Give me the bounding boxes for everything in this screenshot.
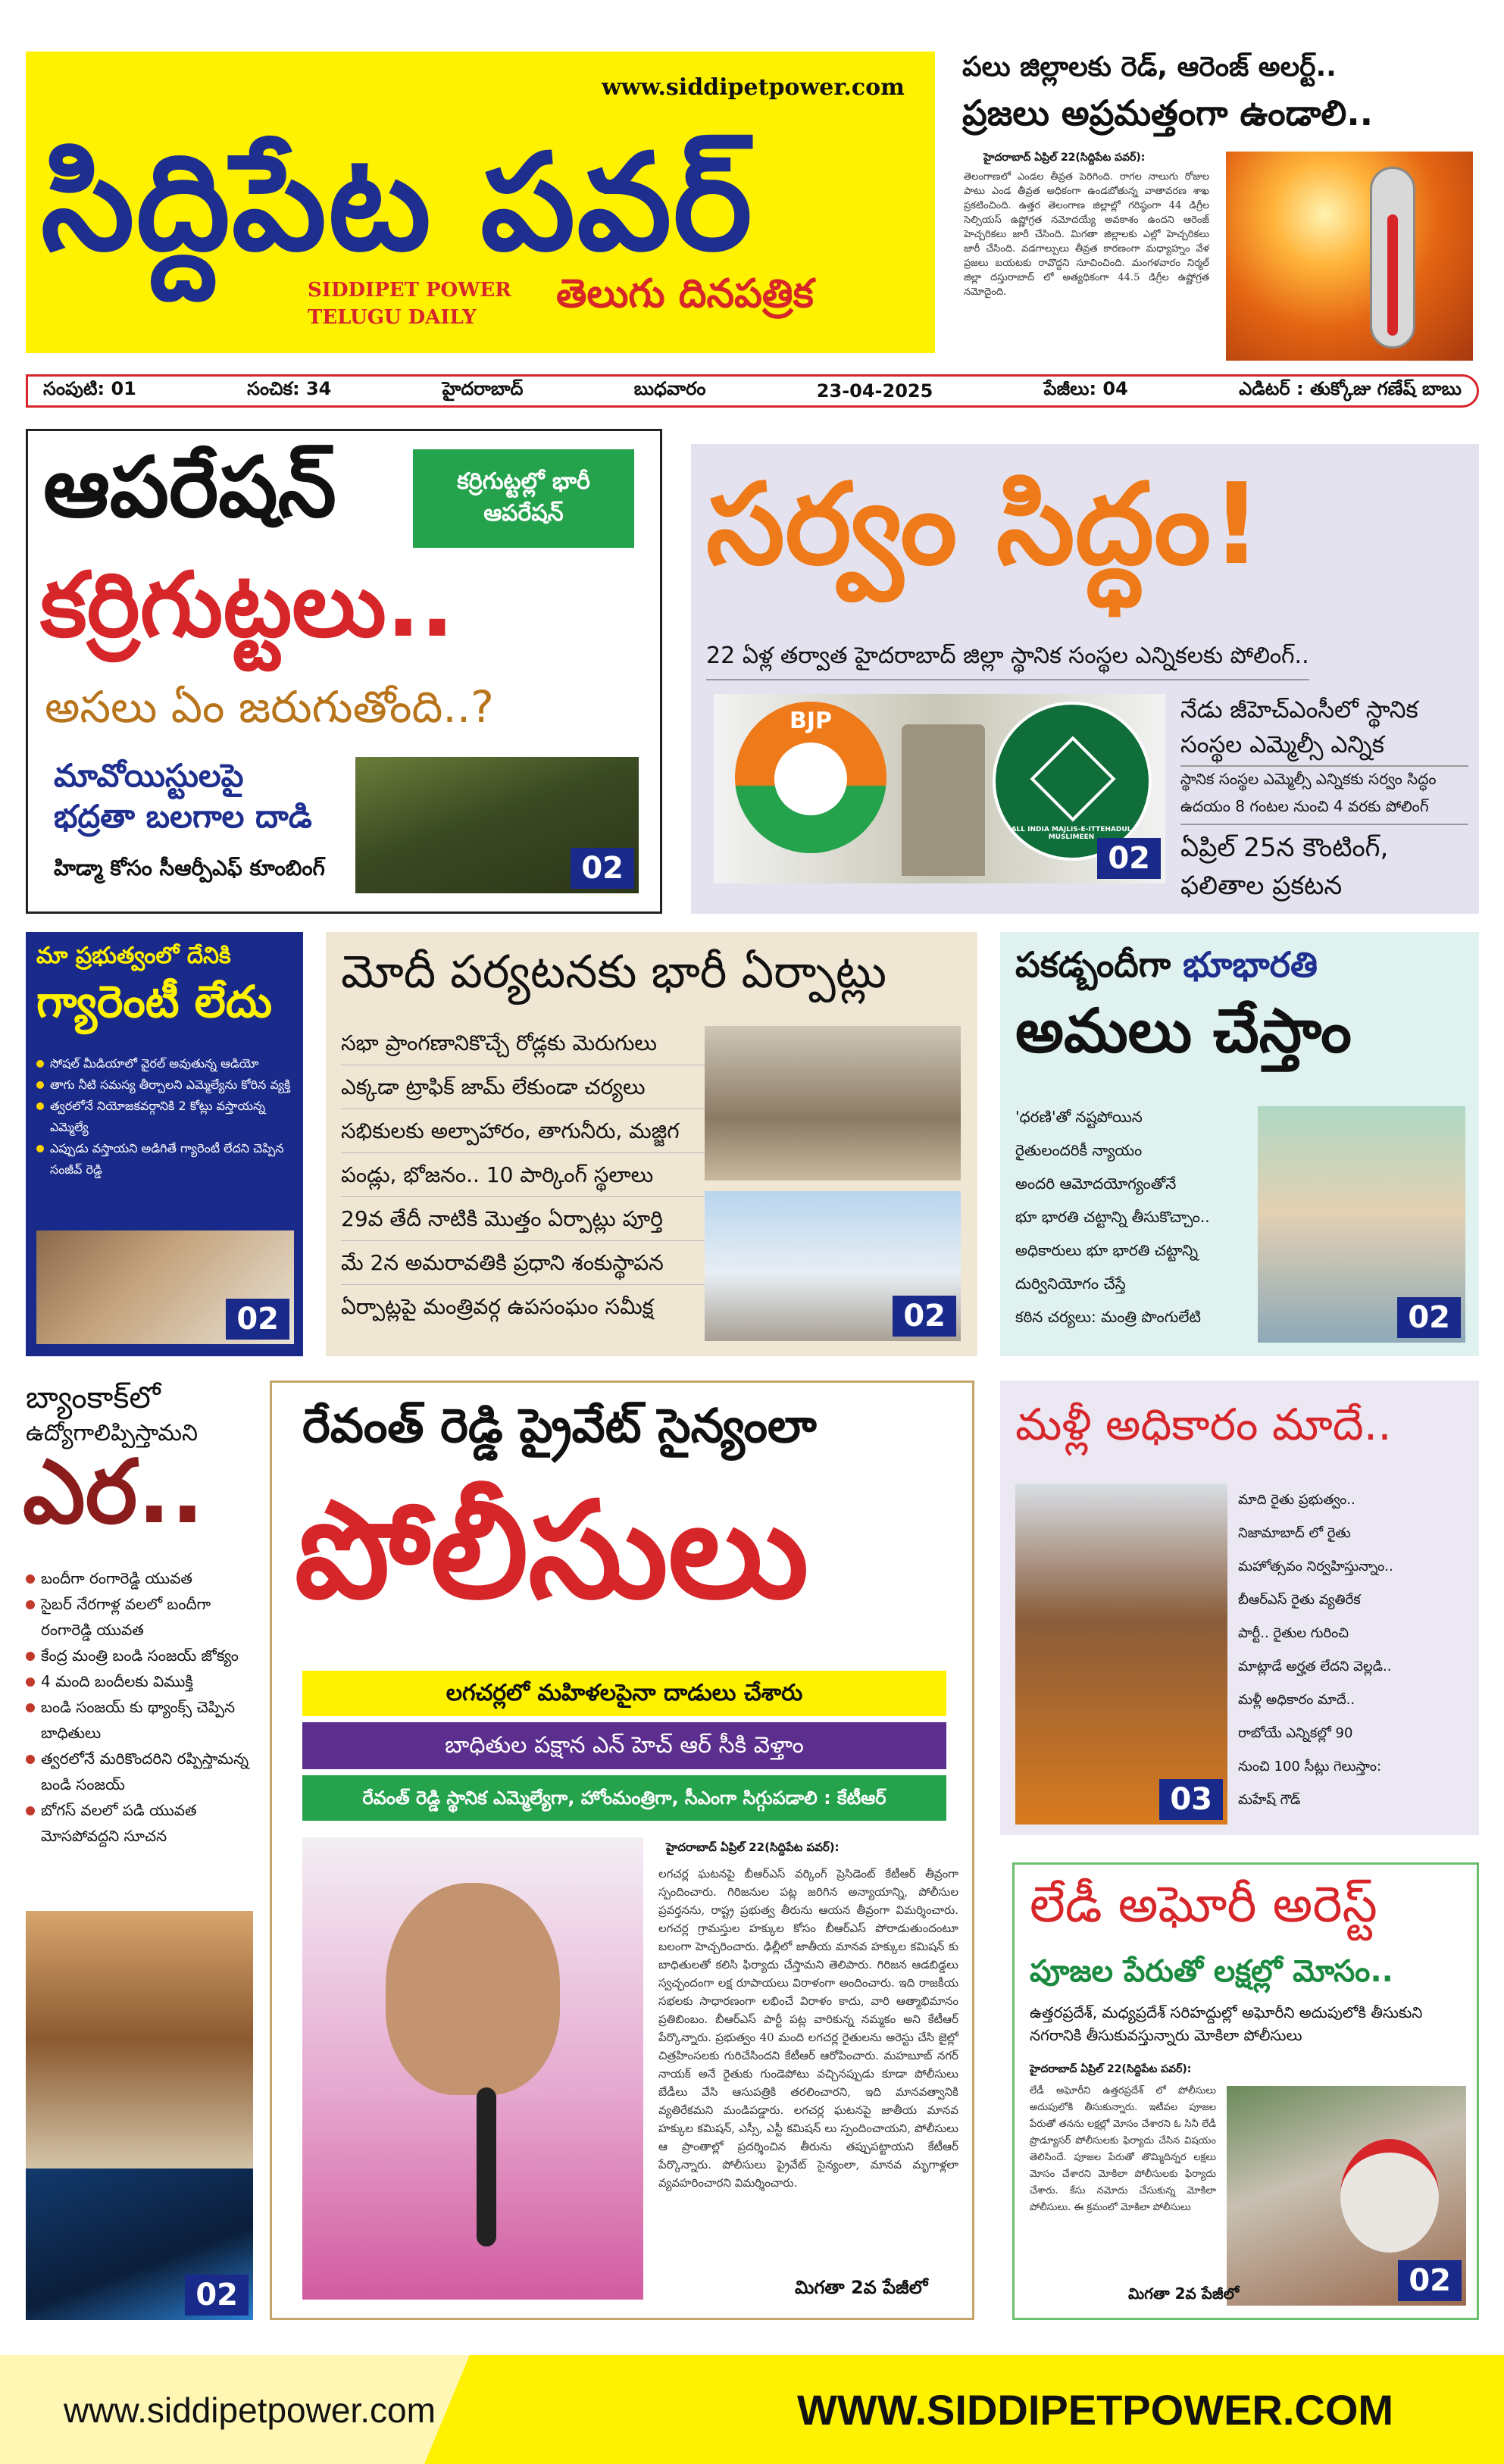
operation-subtitle: అసలు ఏం జరుగుతోంది..? <box>45 681 494 733</box>
list-item: రైతులందరికీ న్యాయం <box>1015 1141 1143 1159</box>
bhubharati-body <box>1015 1100 1243 1334</box>
footer-left-url[interactable]: www.siddipetpower.com <box>64 2391 436 2430</box>
operation-deck-3: హిడ్మా కోసం సీఆర్పీఎఫ్ కూంబింగ్ <box>54 855 325 880</box>
bjp-lotus-icon <box>774 743 847 815</box>
police-kicker: రేవంత్ రెడ్డి ప్రైవేట్ సైన్యంలా <box>302 1398 817 1453</box>
heat-thermometer-photo <box>1226 152 1473 361</box>
list-item: సోషల్ మీడియాలో వైరల్ అవుతున్న ఆడియో <box>36 1053 294 1074</box>
aghori-subheadline: పూజల పేరుతో లక్షల్లో మోసం.. <box>1030 1954 1393 1989</box>
police-continue[interactable]: మిగతా 2వ పేజీలో <box>795 2277 928 2298</box>
guarantee-bullets <box>36 1053 294 1180</box>
aghori-photo <box>1227 2086 1466 2306</box>
masthead-logo: సిద్దిపేట పవర్ <box>41 125 754 280</box>
operation-title: ఆపరేషన్ <box>43 439 336 536</box>
bangkok-kicker-1: బ్యాంకాక్‌లో <box>26 1381 161 1415</box>
charminar-icon <box>902 724 985 876</box>
police-bar-1: లగచర్లలో మహిళలపైనా దాడులు చేశారు <box>302 1671 946 1716</box>
list-item: ఎప్పుడు వస్తాయని అడిగితే గ్యారెంటీ లేదని చెప్పిన సంజీవ్ రెడ్డి <box>36 1138 294 1180</box>
footer <box>0 2355 1504 2464</box>
list-item: మాది రైతు ప్రభుత్వం.. <box>1238 1492 1355 1508</box>
police-bar-3: రేవంత్ రెడ్డి స్థానిక ఎమ్మెల్యేగా, హోంమంత్రిగా, సీఎంగా సిగ్గుపడాలి : కేటీఆర్ <box>302 1775 946 1821</box>
aimim-logo <box>993 702 1152 861</box>
police-headline: పోలీసులు <box>295 1473 809 1628</box>
heat-alert-story <box>956 52 1479 364</box>
list-item: బోగస్ వలలో పడి యువత మోసపోవద్దని సూచన <box>26 1797 253 1849</box>
edition-city: హైదరాబాద్ <box>442 378 524 399</box>
list-item: దుర్వినియోగం చేస్తే <box>1015 1274 1126 1293</box>
list-item: బీఆర్ఎస్ రైతు వ్యతిరేక <box>1238 1592 1361 1608</box>
aghori-headline: లేడీ అఘోరీ అరెస్ట్ <box>1030 1875 1377 1934</box>
microphone-icon <box>477 2087 496 2247</box>
operation-deck-2: భద్రతా బలగాల దాడి <box>54 798 312 835</box>
masthead-url[interactable]: www.siddipetpower.com <box>602 74 905 101</box>
heat-alert-headline: పలు జిల్లాలకు రెడ్, ఆరెంజ్ అలర్ట్.. <box>962 52 1337 83</box>
bandi-sanjay-photo <box>26 1911 253 2169</box>
bangkok-story[interactable] <box>23 1381 253 2320</box>
guarantee-kicker: మా ప్రభుత్వంలో దేనికి <box>36 943 231 969</box>
issue-number: సంచిక: 34 <box>247 378 332 399</box>
operation-headline: కర్రిగుట్టలు.. <box>40 552 455 657</box>
list-item: సైబర్ నేరగాళ్ల వలలో బందీగా రంగారెడ్డి యువత <box>26 1591 253 1643</box>
modi-lines <box>341 1021 705 1328</box>
list-item: తాగు నీటి సమస్య తీర్చాలని ఎమ్మెల్యేను కోరిన వ్యక్తి <box>36 1074 294 1096</box>
masthead-english-name: SIDDIPET POWER <box>308 279 511 302</box>
elections-point-1: నేడు జీహెచ్ఎంసీలో స్థానిక సంస్థల ఎమ్మెల్సీ ఎన్నిక <box>1180 693 1468 767</box>
list-item: మహేష్ గౌడ్ <box>1238 1792 1301 1808</box>
aimim-kite-icon <box>1030 736 1115 821</box>
list-item: భూ భారతి చట్టాన్ని తీసుకొచ్చాం.. <box>1015 1208 1210 1226</box>
modi-visit-story[interactable] <box>326 932 977 1356</box>
police-bar-2: బాధితుల పక్షాన ఎన్ హెచ్ ఆర్ సీకి వెళ్తాం <box>302 1722 946 1769</box>
ktr-figure <box>386 1883 560 2095</box>
operation-tag: కర్రిగుట్టల్లో భారీ ఆపరేషన్ <box>413 449 634 548</box>
heat-alert-subheadline: ప్రజలు అప్రమత్తంగా ఉండాలి.. <box>962 92 1374 133</box>
aghori-face-icon <box>1340 2139 1439 2253</box>
bhubharati-kicker-b: భూభారతి <box>1183 944 1318 985</box>
page-ref-badge[interactable]: 02 <box>893 1296 956 1337</box>
list-item: అధికారులు భూ భారతి చట్టాన్ని <box>1015 1241 1199 1259</box>
page-ref-badge[interactable]: 02 <box>185 2275 249 2315</box>
list-item: నిజామాబాద్ లో రైతు <box>1238 1525 1351 1541</box>
list-item: 4 మంది బందీలకు విముక్తి <box>26 1668 253 1694</box>
police-dateline: హైదరాబాద్ ఏప్రిల్ 22(సిద్దిపేట పవర్): <box>666 1840 840 1854</box>
page-ref-badge[interactable]: 03 <box>1159 1779 1223 1820</box>
page-ref-badge[interactable]: 02 <box>226 1299 289 1340</box>
edition-day: బుధవారం <box>633 378 706 399</box>
ponguleti-photo <box>1258 1106 1465 1343</box>
list-item: మాట్లాడే అర్హత లేదని వెల్లడి.. <box>1238 1659 1392 1674</box>
bjp-logo-text: BJP <box>789 708 832 734</box>
list-item: మళ్లీ అధికారం మాదే.. <box>1238 1692 1355 1708</box>
elections-subheadline: 22 ఏళ్ల తర్వాత హైదరాబాద్ జిల్లా స్థానిక సంస్థల ఎన్నికలకు పోలింగ్.. <box>706 643 1309 680</box>
elections-point-2: స్థానిక సంస్థల ఎమ్మెల్సీ ఎన్నికకు సర్వం సిద్ధం <box>1180 770 1437 788</box>
masthead-tagline: తెలుగు దినపత్రిక <box>556 271 814 317</box>
volume-number: సంపుటి: 01 <box>43 378 136 399</box>
editor-name: ఎడిటర్ : తుక్కోజు గణేష్ బాబు <box>1239 378 1462 399</box>
list-item: నుంచి 100 సీట్లు గెలుస్తాం: <box>1238 1759 1382 1775</box>
list-item: ఏర్పాట్లపై మంత్రివర్గ ఉపసంఘం సమీక్ష <box>341 1294 654 1319</box>
bhubharati-kicker <box>1015 944 1318 994</box>
operation-story[interactable] <box>26 429 662 914</box>
masthead <box>26 52 935 353</box>
list-item: 'ధరణి'తో నష్టపోయిన <box>1015 1108 1143 1126</box>
ktr-photo <box>302 1837 643 2300</box>
sanjeev-reddy-photo <box>36 1230 294 1344</box>
list-item: త్వరలోనే నియోజకవర్గానికి 2 కోట్లు వస్తాయన్న ఎమ్మెల్యే <box>36 1096 294 1138</box>
police-story[interactable] <box>270 1381 974 2320</box>
list-item: ఎక్కడా ట్రాఫిక్ జామ్ లేకుండా చర్యలు <box>341 1065 705 1109</box>
list-item: సభికులకు అల్పాహారం, తాగునీరు, మజ్జిగ <box>341 1109 705 1153</box>
list-item: రాబోయే ఎన్నికల్లో 90 <box>1238 1725 1353 1741</box>
modi-headline: మోదీ పర్యటనకు భారీ ఏర్పాట్లు <box>341 946 886 999</box>
bhubharati-headline: అమలు చేస్తాం <box>1015 996 1352 1066</box>
mahesh-headline: మళ్లీ అధికారం మాదే.. <box>1015 1399 1392 1450</box>
guarantee-story[interactable] <box>26 932 303 1356</box>
aimim-logo-text: ALL INDIA MAJLIS-E-ITTEHADUL MUSLIMEEN <box>1011 826 1132 841</box>
bjp-logo <box>735 702 886 853</box>
elections-story[interactable] <box>691 444 1479 914</box>
aghori-deck: ఉత్తరప్రదేశ్, మధ్యప్రదేశ్ సరిహద్దుల్లో అఘోరీని అదుపులోకి తీసుకుని నగరానికి తీసుకువస్తున్నారు మోకిలా పోలీసులు <box>1030 2003 1423 2044</box>
page-ref-badge[interactable]: 02 <box>1397 1297 1461 1338</box>
aghori-dateline: హైదరాబాద్ ఏప్రిల్ 22(సిద్దిపేట పవర్): <box>1030 2063 1192 2075</box>
list-item: సభా ప్రాంగణానికొచ్చే రోడ్లకు మెరుగులు <box>341 1021 705 1065</box>
aghori-body: లేడీ అఘోరీని ఉత్తరప్రదేశ్ లో పోలీసులు అదుపులోకి తీసుకున్నారు. ఇటీవల పూజల పేరుతో తనను లక్షల్లో మోసం చేశారని ఓ సినీ లేడీ ప్రొడ్యూసర్ పోలీసులకు ఫిర్యాదు చేసిన విషయం తెలిసిందే. పూజల పేరుతో తొమ్మిదిన్నర లక్షలు మోసం చేశారని మోకిలా పోలీసులకు ఫిర్యాదు చేశారు. కేసు నమోదు చేసుకున్న మోకిలా పోలీసులు. ఈ క్రమంలో మోకిలా పోలీసులు <box>1030 2085 1216 2213</box>
elections-point-4: ఏప్రిల్ 25న కౌంటింగ్, ఫలితాల ప్రకటన <box>1180 833 1389 901</box>
bangkok-headline: ఎర.. <box>23 1441 205 1543</box>
list-item: త్వరలోనే మరికొందరిని రప్పిస్తామన్న బండి సంజయ్ <box>26 1746 253 1797</box>
list-item: బందీగా రంగారెడ్డి యువత <box>26 1565 253 1591</box>
list-item: మహోత్సవం నిర్వహిస్తున్నాం.. <box>1238 1559 1393 1574</box>
page-ref-badge[interactable]: 02 <box>1097 838 1161 879</box>
edition-date: 23-04-2025 <box>816 380 933 402</box>
footer-right-url[interactable]: WWW.SIDDIPETPOWER.COM <box>797 2386 1394 2434</box>
list-item: బండి సంజయ్ కు థ్యాంక్స్ చెప్పిన బాధితులు <box>26 1694 253 1746</box>
elections-point-3: ఉదయం 8 గంటల నుంచి 4 వరకు పోలింగ్ <box>1180 797 1468 825</box>
mahesh-body <box>1238 1484 1465 1817</box>
meeting-photo <box>705 1026 961 1180</box>
party-logos-photo <box>714 694 1165 883</box>
list-item: కఠిన చర్యలు: మంత్రి పొంగులేటి <box>1015 1308 1201 1326</box>
list-item: పార్టీ.. రైతుల గురించి <box>1238 1625 1349 1641</box>
forest-combing-photo <box>355 757 639 893</box>
edition-info-bar <box>26 374 1479 408</box>
list-item: మే 2న అమరావతికి ప్రధాని శంకుస్థాపన <box>341 1241 705 1285</box>
venue-modi-photo <box>705 1191 961 1341</box>
list-item: పండ్లు, భోజనం.. 10 పార్కింగ్ స్థలాలు <box>341 1153 705 1197</box>
mahesh-story[interactable] <box>1000 1381 1479 1835</box>
elections-headline: సర్వం సిద్ధం! <box>706 459 1262 589</box>
masthead-english-subtitle: TELUGU DAILY <box>308 306 477 329</box>
police-body: లగచర్ల ఘటనపై బీఆర్ఎస్ వర్కింగ్ ప్రెసిడెంట్ కేటీఆర్ తీవ్రంగా స్పందించారు. గిరిజనుల పట్ల జరిగిన అన్యాయాన్ని, పోలీసుల ప్రవర్తనను, రాష్ట్ర ప్రభుత్వ తీరును ఆయన తీవ్రంగా విమర్శించారు. లగచర్ల గ్రామస్తుల హక్కుల కోసం బీఆర్ఎస్ పోరాడుతుందంటూ బలంగా హెచ్చరించారు. ఢిల్లీలో జాతీయ మానవ హక్కుల కమిషన్ కు బాధితులతో కలిసి ఫిర్యాదు చేస్తామని తెలిపారు. గిరిజన ఆడబిడ్డలు స్వచ్ఛందంగా లక్ష రూపాయలు విరాళంగా అందించారు. ఇది రాజకీయ సభలకు సాధారణంగా లభించే విరాళం కాదు, వారి ఆత్మాభిమానం ప్రతిబింబం. బీఆర్ఎస్ పార్టీ పట్ల వారికున్న నమ్మకం అని కేటీఆర్ పేర్కొన్నారు. ప్రభుత్వం 40 మంది లగచర్ల రైతులను అరెస్టు చేసి జైల్లో చిత్రహింసలకు గురిచేసిందని కేటీఆర్ ఆరోపించారు. మహబూబ్ నగర్ నాయక్ అనే రైతుకు గుండెపోటు వచ్చినప్పుడు కూడా పోలీసులు బేడీలు వేసి ఆసుపత్రికి తరలించారని, ఇది మానవత్వానికి వ్యతిరేకమని మండిపడ్డారు. లగచర్ల ఘటనపై జాతీయ మానవ హక్కుల కమిషన్, ఎస్సీ, ఎస్టీ కమిషన్ లు స్పందించాయని, పోలీసులు ఆ ప్రాంతాల్లో ప్రదర్శించిన తీరును తప్పుపట్టాయని కేటీఆర్ పేర్కొన్నారు. పోలీసులు ప్రైవేట్ సైన్యంలా, మానవ మృగాళ్లలా వ్యవహరించారని విమర్శించారు. <box>658 1867 958 2190</box>
heat-alert-body: తెలంగాణలో ఎండల తీవ్రత పెరిగింది. రాగల నాలుగు రోజుల పాటు ఎండ తీవ్రత అధికంగా ఉండబోతున్న వాతావరణ శాఖ ప్రకటించింది. ఉత్తర తెలంగాణ జిల్లాల్లో గరిష్ఠంగా 44 డిగ్రీల సెల్సియస్ ఉష్ణోగ్రత నమోదయ్యే అవకాశం ఉందని ఆరెంజ్ హెచ్చరికలు జారీ చేసింది. మిగతా జిల్లాలకు ఎల్లో హెచ్చరికలు జారీ చేసింది. వడగాల్పులు తీవ్రత కారణంగా మధ్యాహ్నం వేళ ప్రజలు బయటకు రావొద్దని సూచించింది. మంగళవారం నిర్మల్ జిల్లా దస్తురాబాద్ లో అత్యధికంగా 44.5 డిగ్రీల ఉష్ణోగ్రత నమోదైంది. <box>964 171 1209 298</box>
heat-alert-dateline: హైదరాబాద్ ఏప్రిల్ 22(సిద్దిపేట పవర్): <box>983 152 1146 164</box>
guarantee-headline: గ్యారెంటీ లేదు <box>36 976 272 1027</box>
list-item: కేంద్ర మంత్రి బండి సంజయ్ జోక్యం <box>26 1643 253 1668</box>
mahesh-goud-photo <box>1015 1484 1227 1825</box>
aghori-story[interactable] <box>1012 1862 1479 2320</box>
operation-deck-1: మావోయిస్టులపై <box>54 757 244 794</box>
bhubharati-story[interactable] <box>1000 932 1479 1356</box>
cyber-hacker-photo <box>26 2169 253 2320</box>
list-item: అందరి ఆమోదయోగ్యంతోనే <box>1015 1174 1177 1193</box>
page-ref-badge[interactable]: 02 <box>571 848 634 889</box>
page-ref-badge[interactable]: 02 <box>1398 2260 1462 2301</box>
aghori-continue[interactable]: మిగతా 2వ పేజీలో <box>1128 2284 1240 2303</box>
page-count: పేజీలు: 04 <box>1043 378 1128 399</box>
thermometer-icon <box>1370 167 1415 349</box>
bangkok-kicker-2: ఉద్యోగాలిప్పిస్తామని <box>26 1420 199 1446</box>
list-item: 29వ తేదీ నాటికి మొత్తం ఏర్పాట్లు పూర్తి <box>341 1197 705 1241</box>
bhubharati-kicker-a: పకడ్బందీగా <box>1015 944 1171 985</box>
bangkok-bullets <box>26 1565 253 1849</box>
